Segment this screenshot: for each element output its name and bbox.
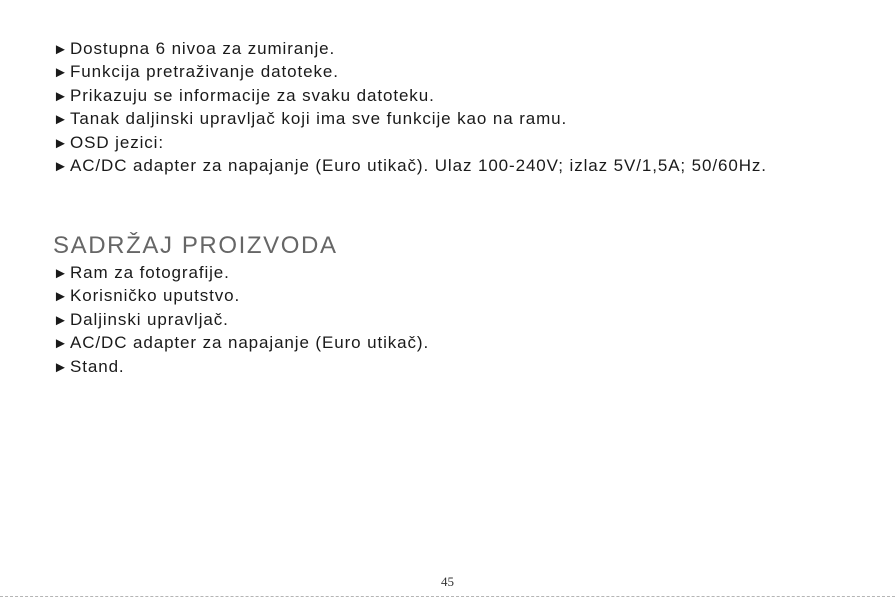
section-title: SADRŽAJ PROIZVODA bbox=[53, 232, 338, 259]
list-item bbox=[53, 285, 873, 308]
list-item bbox=[53, 262, 873, 285]
list-item bbox=[53, 309, 873, 332]
list-item bbox=[53, 85, 873, 108]
list-item bbox=[53, 61, 873, 84]
list-item bbox=[53, 356, 873, 379]
list-item bbox=[53, 155, 873, 178]
list-item-text: Korisničko uputstvo. bbox=[70, 286, 241, 306]
bullet-arrow-icon: ► bbox=[53, 87, 68, 105]
list-item-text: Funkcija pretraživanje datoteke. bbox=[70, 62, 339, 82]
list-item bbox=[53, 108, 873, 131]
bullet-arrow-icon: ► bbox=[53, 64, 68, 82]
package-contents-list bbox=[53, 262, 873, 379]
bullet-arrow-icon: ► bbox=[53, 265, 68, 282]
bullet-arrow-icon: ► bbox=[53, 41, 68, 58]
feature-list bbox=[53, 38, 873, 178]
bullet-arrow-icon: ► bbox=[53, 358, 68, 376]
list-item bbox=[53, 132, 873, 155]
list-item-text: OSD jezici: bbox=[70, 132, 164, 152]
list-item-text: AC/DC adapter za napajanje (Euro utikač). Ulaz 100-240V; izlaz 5V/1,5A; 50/60Hz. bbox=[70, 156, 767, 176]
page-number: 45 bbox=[441, 574, 454, 589]
bullet-arrow-icon: ► bbox=[53, 311, 68, 329]
list-item-text: AC/DC adapter za napajanje (Euro utikač). bbox=[70, 333, 430, 353]
bullet-arrow-icon: ► bbox=[53, 134, 68, 152]
list-item-text: Tanak daljinski upravljač koji ima sve funkcije kao na ramu. bbox=[70, 109, 568, 129]
list-item-text: Prikazuju se informacije za svaku datoteku. bbox=[70, 85, 435, 105]
list-item bbox=[53, 332, 873, 355]
list-item-text: Ram za fotografije. bbox=[70, 263, 230, 282]
bullet-arrow-icon: ► bbox=[53, 288, 68, 306]
bullet-arrow-icon: ► bbox=[53, 158, 68, 176]
list-item-text: Stand. bbox=[70, 356, 125, 376]
bullet-arrow-icon: ► bbox=[53, 335, 68, 353]
list-item-text: Daljinski upravljač. bbox=[70, 309, 229, 329]
bottom-divider bbox=[0, 596, 895, 597]
bullet-arrow-icon: ► bbox=[53, 111, 68, 129]
list-item bbox=[53, 38, 873, 61]
list-item-text: Dostupna 6 nivoa za zumiranje. bbox=[70, 39, 336, 58]
